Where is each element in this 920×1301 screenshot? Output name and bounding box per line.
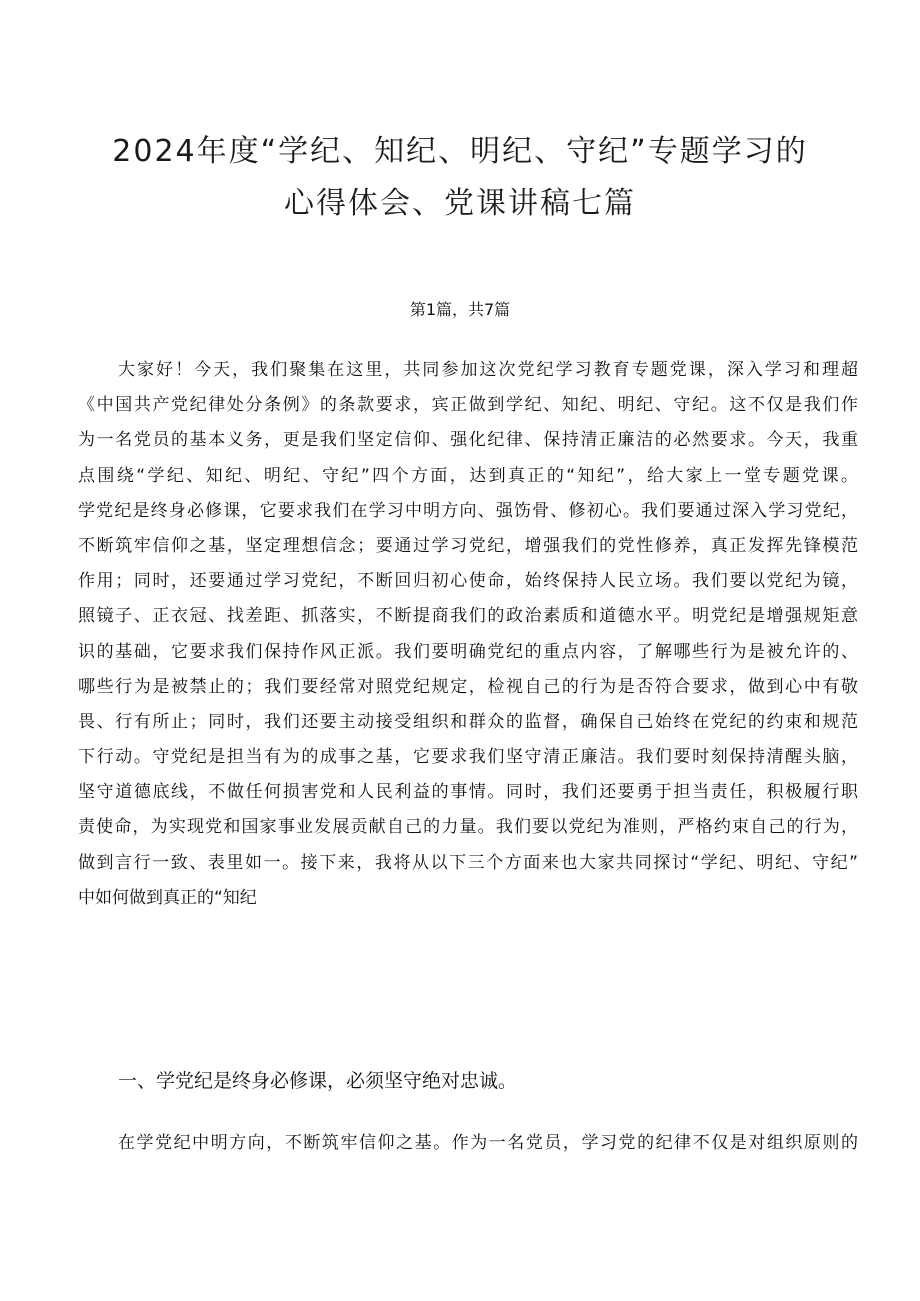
paragraph-line: 坚守道德底线，不做任何损害党和人民利益的事情。同时，我们还要勇于担当责任，积极履行职 [78, 782, 858, 803]
paragraph-line: 作用；同时，还要通过学习党纪，不断回归初心使命，始终保持人民立场。我们要以党纪为镜， [78, 571, 858, 592]
paragraph-line: 《中国共产党纪律处分条例》的条款要求，宾正做到学纪、知纪、明纪、守纪。这不仅是我们作 [78, 395, 858, 416]
paragraph-line: 照镜子、正衣冠、找差距、抓落实，不断提商我们的政治素质和道德水平。明党纪是增强规矩意 [78, 606, 858, 627]
paragraph-line: 大家好！今天，我们聚集在这里，共同参加这次党纪学习教育专题党课，深入学习和理超 [118, 360, 858, 380]
paragraph-1 [78, 353, 858, 916]
part-label: 第1篇，共7篇 [409, 300, 511, 319]
paragraph-line: 责使命，为实现党和国家事业发展贡献自己的力量。我们要以党纪为准则，严格约束自己的行为， [78, 817, 858, 838]
paragraph-line: 下行动。守党纪是担当有为的成事之基，它要求我们坚守清正廉洁。我们要时刻保持清醒头脑， [78, 747, 858, 768]
paragraph-line: 不断筑牢信仰之基，坚定理想信念；要通过学习党纪，增强我们的党性修养，真正发挥先锋模范 [78, 535, 858, 556]
paragraph-line: 哪些行为是被禁止的；我们要经常对照党纪规定，检视自己的行为是否符合要求，做到心中有敬 [78, 676, 858, 697]
paragraph-line: 畏、行有所止；同时，我们还要主动接受组织和群众的监督，确保自己始终在党纪的约束和规范 [78, 711, 858, 732]
document-title-line-2: 心得体会、党课讲稿七篇 [284, 186, 636, 221]
paragraph-line: 做到言行一致、表里如一。接下来，我将从以下三个方面来也大家共同探讨“学纪、明纪、守纪” [78, 852, 858, 873]
paragraph-line: 为一名党员的基本义务，更是我们坚定信仰、强化纪律、保持清正廉洁的必然要求。今天，我重 [78, 430, 858, 451]
paragraph-line: 学党纪是终身必修课，它要求我们在学习中明方向、强饬骨、修初心。我们要通过深入学习党纪， [78, 500, 858, 521]
section-paragraph-line: 在学党纪中明方向，不断筑牢信仰之基。作为一名党员，学习党的纪律不仅是对组织原则的 [118, 1133, 858, 1153]
section-heading: 一、学党纪是终身必修课，必须坚守绝对忠诚。 [118, 1070, 518, 1092]
paragraph-line: 识的基础，它要求我们保持作风正派。我们要明确党纪的重点内容，了解哪些行为是被允许的、 [78, 641, 858, 662]
paragraph-line: 中如何做到真正的“知纪 [78, 887, 257, 908]
document-title-line-1: 2024年度“学纪、知纪、明纪、守纪”专题学习的 [112, 134, 808, 169]
paragraph-line: 点围绕“学纪、知纪、明纪、守纪”四个方面，达到真正的“知纪”，给大家上一堂专题党课。 [78, 465, 858, 486]
